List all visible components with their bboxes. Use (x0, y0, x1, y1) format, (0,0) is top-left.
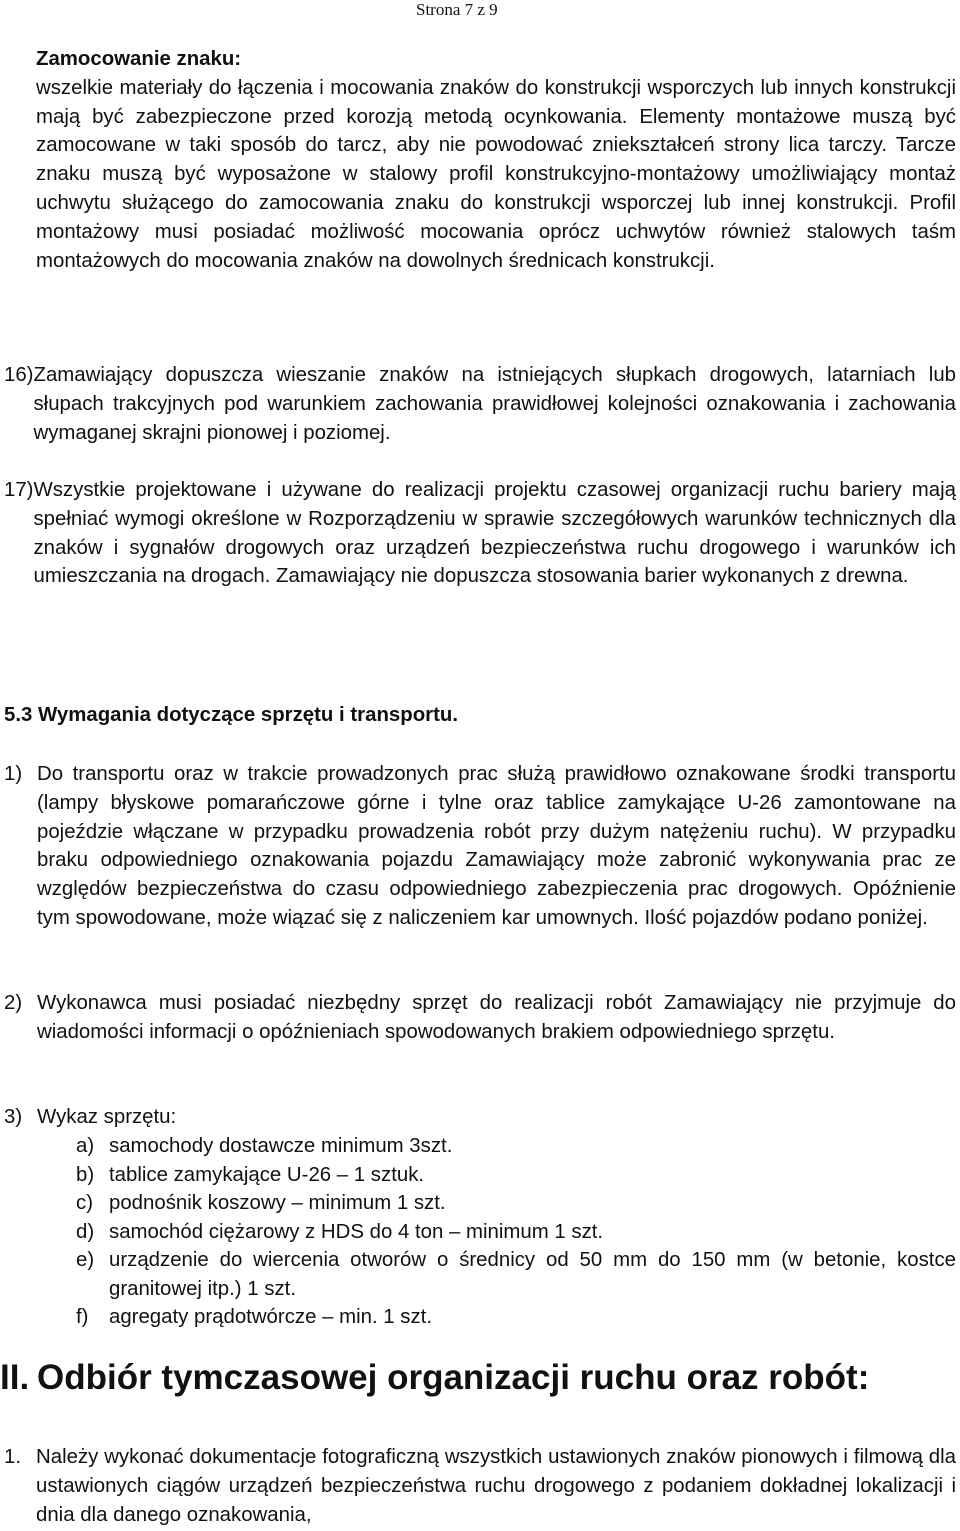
item-17 (4, 476, 956, 591)
section-heading-5-3 (4, 704, 458, 727)
equipment-item-c-label: c) (76, 1192, 93, 1214)
section-ii-number: II. (0, 1358, 30, 1397)
list-item-1-text: Do transportu oraz w trakcie prowadzonych prac służą prawidłowo oznakowane środki transportu (lampy błyskowe pomarańczowe górne i tylne oraz tablice zamykające U-26 zamontowane na pojeździe włączane w przypadku prowadzenia robót przy dużym natężeniu ruchu). W przypadku braku odpowiedniego oznakowania pojazdu Zamawiający może zabronić wykonywania prac ze względów bezpieczeństwa do czasu odpowiedniego zabezpieczenia prac drogowych. Opóźnienie tym spowodowane, może wiązać się z naliczeniem kar umownych. Ilość pojazdów podano poniżej. (37, 763, 956, 929)
equipment-item-e-text: urządzenie do wiercenia otworów o średnicy od 50 mm do 150 mm (w betonie, kostce granitowej itp.) 1 szt. (109, 1249, 956, 1300)
equipment-item-f (76, 1303, 956, 1332)
list-item-2-text: Wykonawca musi posiadać niezbędny sprzęt do realizacji robót Zamawiający nie przyjmuje do wiadomości informacji o opóźnieniach spowodowanych brakiem odpowiedniego sprzętu. (37, 992, 956, 1043)
item-17-text: Wszystkie projektowane i używane do realizacji projektu czasowej organizacji ruchu bariery mają spełniać wymogi określone w Rozporządzeniu w sprawie szczegółowych warunków technicznych dla znaków i sygnałów drogowych oraz urządzeń bezpieczeństwa ruchu drogowego i warunków ich umieszczania na drogach. Zamawiający nie dopuszcza stosowania barier wykonanych z drewna. (33, 479, 956, 588)
final-item-1-label: 1. (4, 1446, 22, 1468)
equipment-item-a (76, 1132, 956, 1161)
equipment-item-b-text: tablice zamykające U-26 – 1 sztuk. (109, 1164, 425, 1186)
equipment-item-c-text: podnośnik koszowy – minimum 1 szt. (109, 1192, 446, 1214)
list-item-3 (4, 1103, 956, 1132)
equipment-item-f-label: f) (76, 1306, 89, 1328)
list-item-2-label: 2) (4, 992, 23, 1014)
item-17-label: 17) (4, 479, 34, 501)
equipment-item-f-text: agregaty prądotwórcze – min. 1 szt. (109, 1306, 433, 1328)
item-16-label: 16) (4, 364, 34, 386)
section-5-3-number: 5.3 (4, 704, 33, 726)
equipment-item-e (76, 1246, 956, 1304)
equipment-item-a-text: samochody dostawcze minimum 3szt. (109, 1135, 453, 1157)
mounting-text: wszelkie materiały do łączenia i mocowania znaków do konstrukcji wsporczych lub innych konstrukcji mają być zabezpieczone przed korozją metodą ocynkowania. Elementy montażowe muszą być zamocowane w taki sposób do tarcz, aby nie powodować zniekształceń strony lica tarczy. Tarcze znaku muszą być wyposażone w stalowy profil konstrukcyjno-montażowy umożliwiający montaż uchwytu służącego do zamocowania znaku do konstrukcji wsporczej lub innej konstrukcji. Profil montażowy musi posiadać możliwość mocowania oprócz uchwytów również stalowych taśm montażowych do mocowania znaków na dowolnych średnicach konstrukcji. (36, 76, 956, 272)
equipment-item-c (76, 1189, 956, 1218)
equipment-item-d-label: d) (76, 1221, 95, 1243)
section-heading-ii (0, 1358, 869, 1398)
list-item-1-label: 1) (4, 763, 23, 785)
section-5-3-title: Wymagania dotyczące sprzętu i transportu. (38, 704, 458, 726)
list-item-2 (4, 989, 956, 1047)
equipment-item-d (76, 1218, 956, 1247)
list-item-3-label: 3) (4, 1106, 23, 1128)
final-item-1 (4, 1443, 956, 1529)
equipment-item-b (76, 1161, 956, 1190)
page-number: Strona 7 z 9 (416, 0, 498, 19)
section-ii-title: Odbiór tymczasowej organizacji ruchu oraz robót: (37, 1358, 870, 1397)
list-item-1 (4, 760, 956, 933)
equipment-item-b-label: b) (76, 1164, 95, 1186)
mounting-section (36, 45, 956, 275)
final-item-1-text: Należy wykonać dokumentacje fotograficzną wszystkich ustawionych znaków pionowych i filmową dla ustawionych ciągów urządzeń bezpieczeństwa ruchu drogowego z podaniem dokładnej lokalizacji i dnia dla danego oznakowania, (36, 1446, 956, 1526)
item-16-text: Zamawiający dopuszcza wieszanie znaków na istniejących słupkach drogowych, latarniach lub słupach trakcyjnych pod warunkiem zachowania prawidłowej kolejności oznakowania i zachowania wymaganej skrajni pionowej i poziomej. (33, 364, 956, 444)
list-item-3-text: Wykaz sprzętu: (37, 1106, 177, 1128)
equipment-item-e-label: e) (76, 1249, 95, 1271)
mounting-heading: Zamocowanie znaku: (36, 48, 242, 70)
equipment-item-d-text: samochód ciężarowy z HDS do 4 ton – minimum 1 szt. (109, 1221, 604, 1243)
item-16 (4, 361, 956, 447)
equipment-item-a-label: a) (76, 1135, 95, 1157)
